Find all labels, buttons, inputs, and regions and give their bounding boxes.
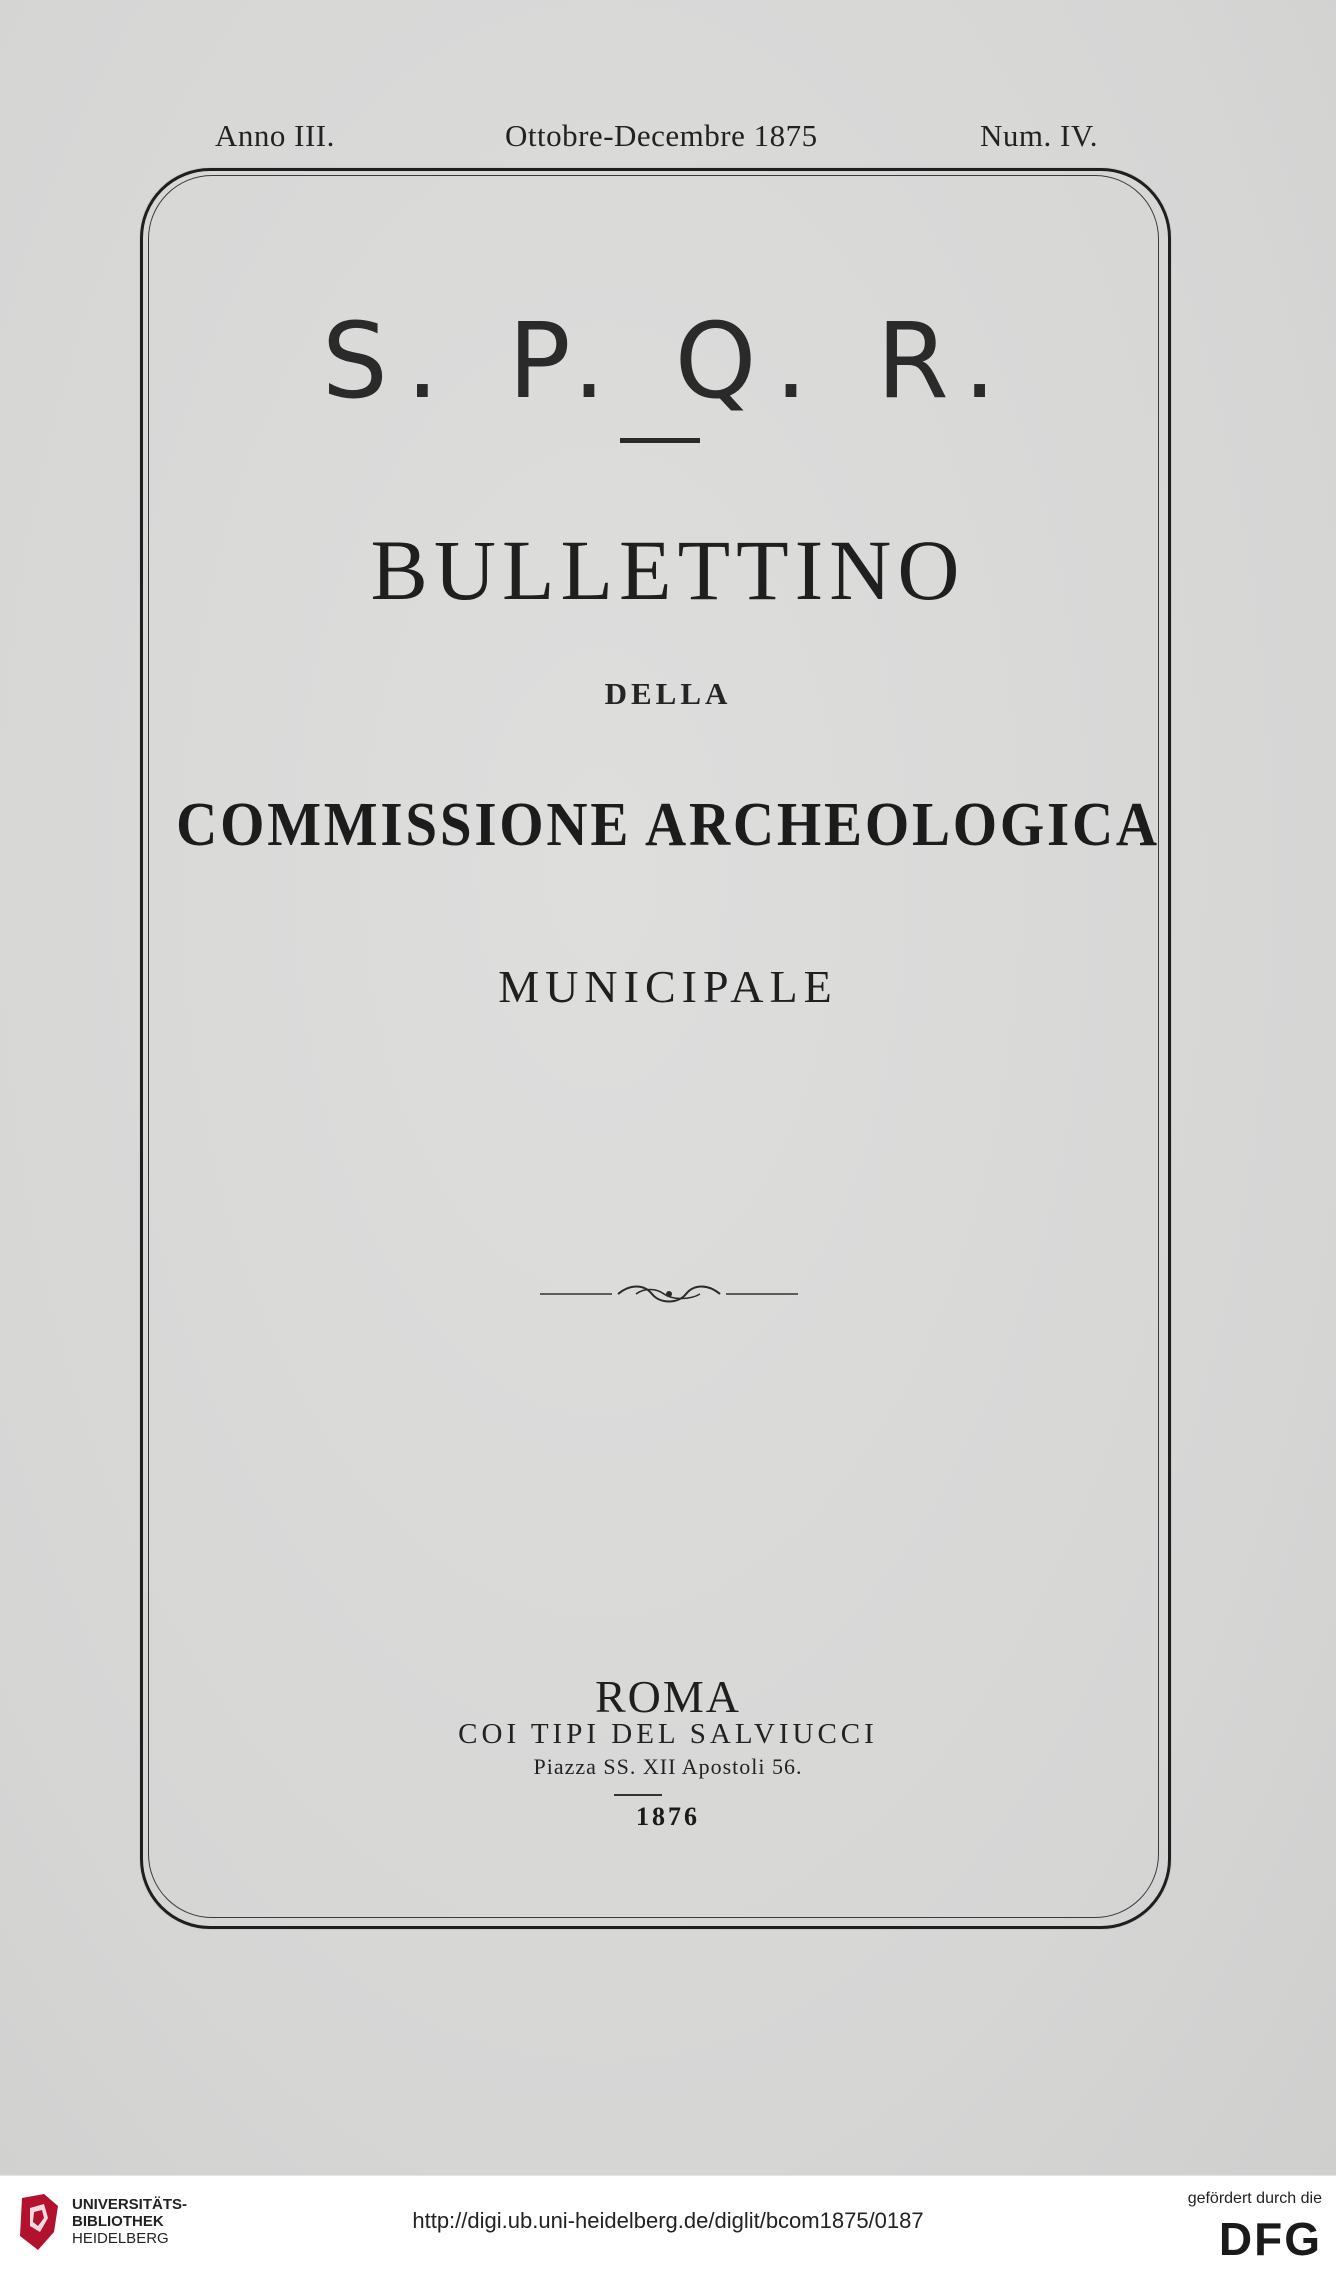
library-line-1: UNIVERSITÄTS-: [72, 2196, 188, 2213]
issue-number: Num. IV.: [980, 118, 1098, 153]
viewer-footer: [0, 2175, 1336, 2270]
ornament-divider-icon: [540, 1282, 798, 1306]
year-rule: [614, 1794, 662, 1796]
volume-label: Anno III.: [215, 118, 335, 153]
imprint-city: ROMA: [594, 1671, 742, 1722]
issue-date: Ottobre-Decembre 1875: [505, 118, 818, 153]
imprint-year: 1876: [636, 1802, 700, 1831]
permalink-url[interactable]: http://digi.ub.uni-heidelberg.de/diglit/bcom1875/0187: [412, 2208, 924, 2233]
dfg-logo: DFG: [1218, 2213, 1322, 2265]
journal-title: BULLETTINO: [370, 522, 966, 618]
spqr-underline: [620, 438, 700, 443]
municipal-title: MUNICIPALE: [498, 961, 838, 1012]
library-line-3: HEIDELBERG: [72, 2230, 169, 2247]
library-line-2: BIBLIOTHEK: [72, 2213, 164, 2230]
title-frame-inner: [148, 175, 1159, 1918]
imprint-address: Piazza SS. XII Apostoli 56.: [533, 1754, 803, 1779]
imprint-printer: COI TIPI DEL SALVIUCCI: [458, 1718, 878, 1750]
spqr-heading: S. P. Q. R.: [321, 300, 1015, 422]
title-connector: DELLA: [604, 676, 732, 711]
commission-title: COMMISSIONE ARCHEOLOGICA: [176, 791, 1160, 859]
funding-caption: gefördert durch die: [1187, 2190, 1322, 2207]
